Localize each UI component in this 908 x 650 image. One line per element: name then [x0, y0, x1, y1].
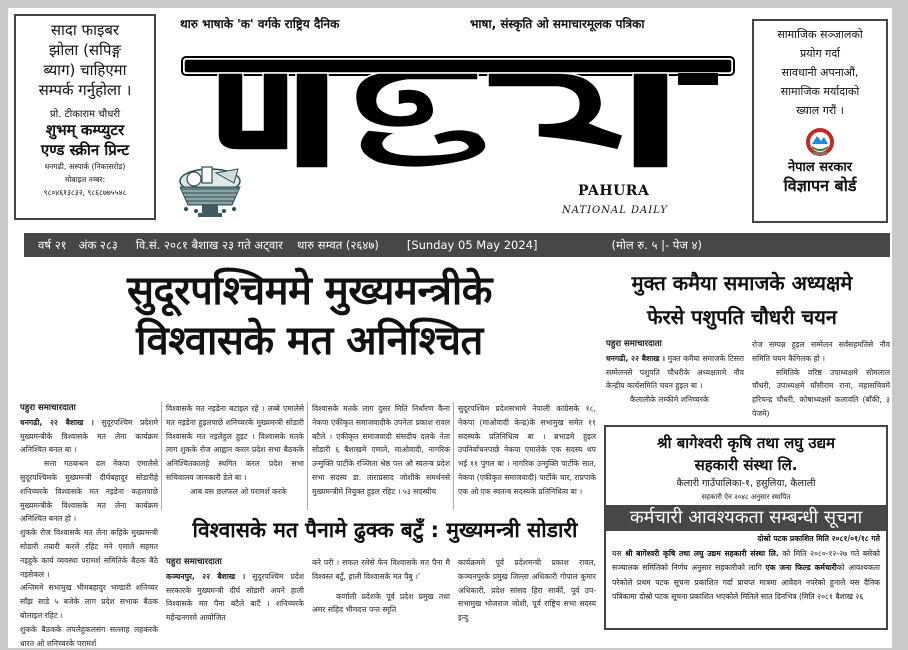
- coop-notice-body: [606, 531, 886, 606]
- side-story-para-2: कैलालीके लम्कीमे शनिच्चरके: [630, 395, 709, 405]
- main-headline-line-2: विश्वासके मत अनिश्चित: [136, 318, 483, 364]
- ad-left-line-3: ब्याग) चाहिएमा: [43, 61, 127, 79]
- main-story-column-1: [20, 402, 158, 648]
- coop-notice-date: दोस्रो पटक प्रकाशित मिति २०८१/०१/१८ गते: [757, 534, 880, 543]
- main-story-para-2: सत्ता गठबन्धन दल नेकपा एमालेसे सुदूरपश्चिमके मुख्यमन्त्री दीर्घबहादुर सोडारीहे शनिच्चरके विश्वासके मत नइडेना कहलपाछे मुख्यमन्त्रीके विश्वासके मत लेना कार्यक्रम अनिश्चित बनल हो ।: [20, 459, 158, 524]
- issue-number: अंक २८३: [78, 237, 118, 252]
- main-story-column-3: [312, 402, 450, 510]
- issue-info-strip: [24, 233, 890, 257]
- ad-right-line-1: सामाजिक सञ्जालको: [777, 28, 863, 41]
- ad-right-govt: नेपाल सरकार: [787, 160, 853, 175]
- main-story-column-4: [458, 402, 596, 510]
- ad-left-proprietor: प्रो. टीकाराम चौधरी: [49, 109, 121, 120]
- ad-left-line-4: सम्पर्क गर्नुहोला ।: [38, 81, 132, 99]
- masthead-subtitle-english: NATIONAL DAILY: [562, 205, 668, 216]
- main-story-col3-para-1: विश्वासके मतके लाग दुसर मिति निर्धारण कैना नेकपा एकीकृत समाजवादीके उपनेता प्रकाश रावल बटैले । एकीकृत समाजवादी संसदीय दलके नेता सोडारी ६ बैशाखमे एमाले, माओवादी, नागरिक उन्मुक्ति पार्टीके रञ्जिता श्रेष्ठ पत्त ओ स्वतन्त्र प्रदेश सभा सदस्य डा. ताराप्रसाद जोशीके समर्थनसे मुख्यमन्त्रीमे नियुक्त हुइल रहिट । ५३ सदस्यीय: [312, 404, 450, 496]
- ad-right-board: विज्ञापन बोर्ड: [783, 176, 857, 195]
- coop-notice-org: श्री बागेश्वरी कृषि तथा लघु उद्यम सहकारी संस्था लि.: [625, 548, 779, 558]
- second-headline: विश्वासके मत पैनामे ढुक्क बटुँ : मुख्यमन्त्री सोडारी: [192, 518, 578, 542]
- ad-right-line-3: सावधानी अपनाऔं,: [781, 66, 859, 79]
- issue-tharu-samvat: थारु सम्वत (२६४७): [296, 237, 379, 252]
- ad-left-phones: ९८०४६१३८३२, ९८६८७७५५४८: [43, 188, 127, 197]
- coop-name-line-2: सहकारी संस्था लि.: [694, 456, 798, 474]
- masthead-wordmark-icon: [178, 55, 738, 170]
- ad-left-mobile-label: मोबाइल नम्बर:: [64, 175, 106, 184]
- ad-right-line-4: सामाजिक मर्यादाको: [780, 85, 860, 98]
- column-divider: [161, 402, 162, 510]
- side-story-byline: पहुरा समाचारदाता: [606, 339, 662, 349]
- second-story-para-1: सुदूरपश्चिम प्रदेश सरकारके मुख्यमन्त्री दीर्घ सोडारी अपने हाली विश्वासके मत पैना बटैले बाटैं । शनिच्चरके महेन्द्रनगरमे आयोजित: [166, 571, 304, 623]
- coop-notice-text-1: यस: [612, 548, 622, 558]
- side-story-column-1: [606, 338, 744, 422]
- masthead-name-english: PAHURA: [578, 183, 650, 199]
- ad-fiber-bag: [14, 14, 156, 220]
- coop-notice-post: एक जना फिल्ड कर्मचारी: [765, 563, 837, 572]
- column-divider: [453, 402, 454, 510]
- coop-registration: सहकारी ऐन २०४८ अनुसार स्थापित: [701, 493, 791, 501]
- side-story-col2-para-1: रोज सम्पन्न हुइल सम्मेलन सर्वसहमतिसे नौव समिति चयन कैगिलक हो ।: [752, 340, 890, 363]
- side-headline-line-2: फेरसे पशुपति चौधरी चयन: [647, 305, 837, 329]
- ad-advertising-board: [752, 19, 888, 223]
- second-story-column-2: [312, 556, 450, 627]
- main-headline: [22, 266, 597, 366]
- masthead-logo: [178, 55, 738, 170]
- ad-left-shop-2: एण्ड स्क्रीन प्रिन्ट: [40, 141, 130, 159]
- nepal-emblem-icon: [804, 126, 836, 158]
- main-story-column-2: [166, 402, 304, 510]
- main-story-col2-para-2: आब यस छलफल ओ परामर्श करके: [190, 486, 287, 496]
- ad-right-line-5: ख्याल गरौं ।: [796, 104, 844, 117]
- main-headline-line-1: सुदूरपश्चिममे मुख्यमन्त्रीके: [127, 268, 492, 314]
- side-story-dateline: धनगढी, २२ बैशाख ।: [606, 353, 666, 363]
- second-story-column-3: [458, 556, 596, 627]
- issue-year: वर्ष २१: [38, 237, 67, 252]
- side-story-column-2: [752, 338, 890, 422]
- side-headline-line-1: मुक्त कमैया समाजके अध्यक्षमे: [631, 271, 853, 295]
- issue-bs-date: वि.सं. २०८१ बैशाख २३ गते अट्वार: [135, 237, 283, 252]
- tagline-right: भाषा, संस्कृति ओ समाचारमूलक पत्रिका: [470, 17, 645, 31]
- ad-left-line-1: सादा फाइबर: [50, 21, 120, 39]
- ad-cooperative-notice: [604, 425, 888, 630]
- side-story-col2-para-2: समितिके वरिष्ठ उपाध्यक्षमे सोमलाल चौधरी, उपाध्यक्षमे घाँसीराम राना, महासचिवमे हरिचन्द्र चौधरी, कोषाध्यक्षमे कलावति (बाँकी, ३ पेजमे): [752, 367, 890, 418]
- second-story-col2-para-2: कर्णाली प्रदेशके पूर्व प्रदेश प्रमुख तथा अमर सहिद भीमदत्त पन्त स्मृति: [312, 591, 450, 615]
- tagline-left: थारु भाषाके 'क' वर्गके राष्ट्रिय दैनिक: [180, 17, 340, 31]
- main-story-para-4: अन्तिममे सभामुख भीमबहादुर भण्डारी शनिच्चर साँझ साडे ५ बजेके लाग प्रदेश सभाक बैठक बोलाइल रहिट ।: [20, 583, 158, 620]
- second-story-col3-para-1: कार्यक्रममे पूर्व प्रदेशमन्त्री प्रकाश रावल, कञ्चनपुरके प्रमुख जिल्ला अधिकारी गोपाल कुमार अधिकारी, प्रदेश सांसद हिरा सार्की, पूर्व उप-सभामुख भोजराज जोशी, पूर्व राष्ट्रिय सभा सदस्य इन्दु: [458, 558, 596, 623]
- issue-price-page: (मोल रु. ५ |- पेज ४): [611, 237, 702, 252]
- second-story-col2-para-1: करे परी । सफल रलेसे फेन विश्वासके मत पैना मै विश्वस्त बटुँ, हाली विश्वासके मत पैबु ।': [312, 558, 450, 581]
- main-story-col2-para-1: विश्वासके मत नइडेना बटाइल रहे । लब्बे एमालेसे मत नइडेना हुइलपाछे शनिच्चरके मुख्यमन्त्री सोडारी विश्वासके मत नइलेहुल हुइट । विश्वासके मतके लाग शुकके रोज आह्वान करल प्रदेश सभा बैठकके अनिश्चितकालहे स्थगित करल प्रदेश सभा सचिवालय जानकारी डेले बा ।: [166, 404, 304, 482]
- coop-address: कैलारी गाउँपालिका-१, हसुलिया, कैलाली: [676, 478, 816, 489]
- coop-name-line-1: श्री बागेश्वरी कृषि तथा लघु उद्यम: [656, 434, 836, 452]
- coop-notice-banner: कर्मचारी आवश्यकता सम्बन्धी सूचना: [606, 505, 886, 531]
- main-story-para-1: सुदूरपश्चिम प्रदेशमे मुख्यमन्त्रीके विश्वासके मत लेना कार्यक्रम अनिश्चित बनल बा ।: [20, 417, 158, 455]
- side-story-para-1: मुक्त कमैया समाजके टिसरा सम्मेलनसे पशुपति चौधरीके अध्यक्षतामे नौव केन्द्रीय कार्यसमिति चयन हुइल बा ।: [606, 353, 744, 391]
- ad-left-line-2: झोला (सपिङ्ग: [49, 41, 121, 59]
- column-divider: [307, 402, 308, 510]
- ad-right-line-2: प्रयोग गर्दा: [799, 47, 841, 60]
- main-story-byline: पहुरा समाचारदाता: [20, 403, 76, 413]
- side-headline: [600, 266, 884, 334]
- ad-left-shop-1: शुभम् कम्प्युटर: [45, 121, 125, 139]
- basket-logo-icon: [172, 163, 248, 221]
- main-story-dateline: धनगढी, २२ बैशाख ।: [20, 417, 94, 427]
- coop-notice-text-2: को मिति २०८०-१२-२७ गते बसेको सञ्चालक समितिको निर्णय अनुसार सहकारीको लागि: [612, 548, 880, 572]
- main-story-col4-para-1: सुदूरपश्चिम प्रदेशसभामे नेपाली कांग्रेसके १८, नेकपा (माओवादी केन्द्र)के सभामुख समेत ११ सदस्यके प्रतिनिधित्व बा । ब्रभाडमे हुइल उपनिर्वाचनपाछे नेकपा एमालेके एक सदस्य थप भई ११ पुगल बा । नागरिक उन्मुक्ति पार्टीके सात, नेकपा (एकीकृत समाजवादी) पार्टीके चार, राप्रपाके एक ओ एक स्वतन्त्र सदस्यके प्रतिनिधित्व बा ।: [458, 404, 596, 496]
- main-story-para-3: शुकके रोज विश्वासके मत लेना कहिके मुख्यमन्त्री सोडारी तयारी करले रहिट मने एमाले सहमत नइहुके कार्य व्यवस्था परामर्श समितिके बैठक बैठे नइसेकल ।: [20, 528, 158, 579]
- coop-notice-text-3: को आवश्यकता परेकोले प्रथम पटक सूचना प्रकाशित गर्दा प्रायप्त मात्रमा आवेदन नपरेको हुनाले यस दैनिक पत्रिकामा दोस्रो पटक सूचना प्रकाशित भएकोले मितिले सात दिनभित्र (मिति २०८१ बैशाख २६: [612, 563, 880, 601]
- second-story-dateline: कञ्चनपुर, २२ बैशाख ।: [166, 571, 246, 581]
- main-story-para-5: शुकके बैठकके लपलेहुकलसंग सल्लाह लहकरके धारत ओ शनिच्चरके परामर्श: [20, 624, 158, 648]
- second-story-byline: पहुरा समाचारदाता: [166, 557, 222, 567]
- issue-english-date: [Sunday 05 May 2024]: [406, 238, 538, 252]
- second-story-column-1: [166, 556, 304, 627]
- ad-left-address: धनगढी, अस्पार्क (निकासरोड): [44, 162, 126, 171]
